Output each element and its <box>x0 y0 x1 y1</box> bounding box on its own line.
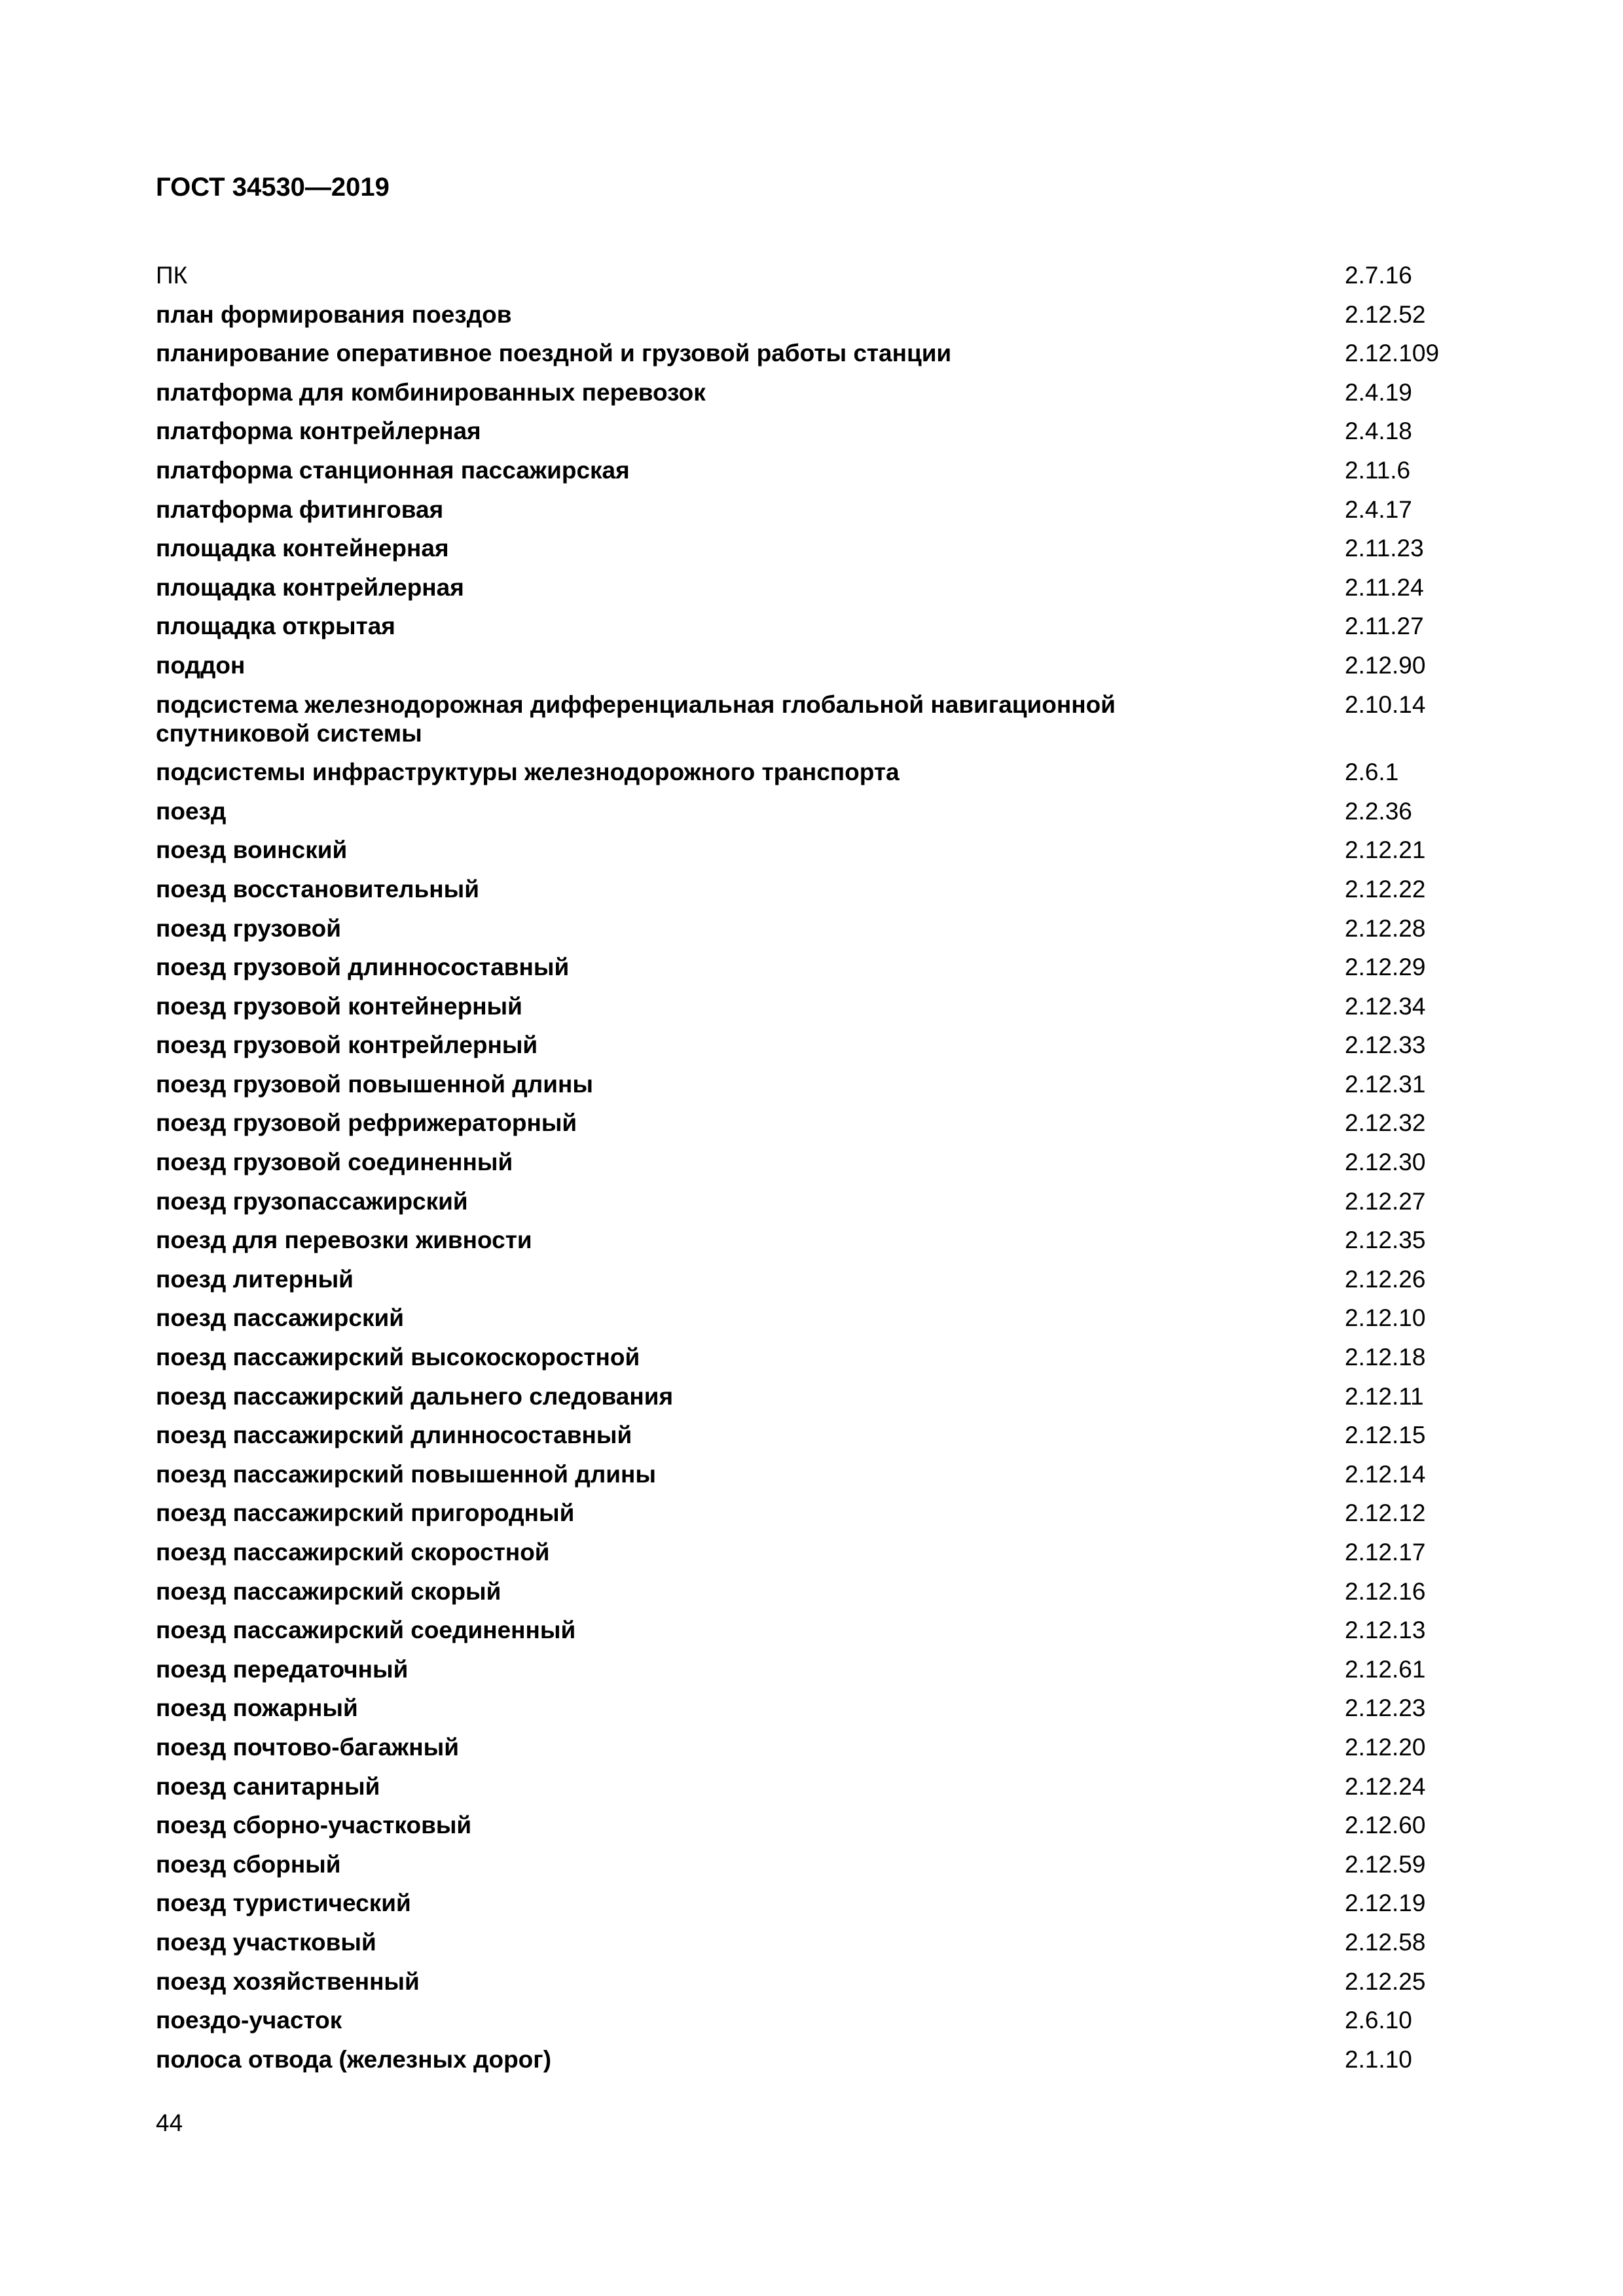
index-term: поезд пассажирский высокоскоростной <box>156 1344 640 1371</box>
index-entry <box>156 1967 1465 2007</box>
index-entry <box>156 1499 1465 1538</box>
index-reference: 2.12.109 <box>1345 340 1440 367</box>
index-reference: 2.12.58 <box>1345 1928 1426 1956</box>
index-reference: 2.12.61 <box>1345 1655 1426 1683</box>
index-reference: 2.12.23 <box>1345 1695 1426 1722</box>
index-entry <box>156 573 1465 613</box>
document-header: ГОСТ 34530—2019 <box>156 173 390 202</box>
index-entry <box>156 1187 1465 1227</box>
index-term: поезд сборный <box>156 1850 341 1878</box>
index-entry <box>156 914 1465 954</box>
index-term: поезд грузовой длинносоставный <box>156 954 570 981</box>
index-reference: 2.12.11 <box>1345 1382 1424 1410</box>
index-term: поддон <box>156 651 246 679</box>
index-entry <box>156 378 1465 418</box>
index-term: поезд пассажирский соединенный <box>156 1617 576 1644</box>
index-entry <box>156 1850 1465 1890</box>
index-reference: 2.7.16 <box>1345 262 1412 289</box>
index-reference: 2.12.60 <box>1345 1812 1426 1839</box>
index-term: поезд грузопассажирский <box>156 1187 468 1215</box>
index-term: поезд санитарный <box>156 1772 380 1800</box>
index-reference: 2.12.59 <box>1345 1850 1426 1878</box>
index-term: площадка контейнерная <box>156 535 449 562</box>
index-entry <box>156 1421 1465 1460</box>
index-entry <box>156 495 1465 535</box>
index-term: полоса отвода (железных дорог) <box>156 2045 552 2073</box>
index-reference: 2.12.16 <box>1345 1577 1426 1605</box>
index-term: поезд почтово-багажный <box>156 1733 459 1761</box>
index-entry <box>156 1460 1465 1499</box>
index-entry <box>156 1889 1465 1928</box>
index-term: платформа для комбинированных перевозок <box>156 378 706 406</box>
index-reference: 2.12.15 <box>1345 1422 1426 1449</box>
index-entry <box>156 1655 1465 1695</box>
index-term: подсистема железнодорожная дифференциальная глобальной навигационной спутниковой системы <box>156 691 1116 747</box>
index-reference: 2.12.21 <box>1345 836 1426 864</box>
index-term: поезд литерный <box>156 1265 354 1293</box>
index-reference: 2.12.13 <box>1345 1617 1426 1644</box>
index-term: платформа фитинговая <box>156 495 444 523</box>
index-reference: 2.12.22 <box>1345 875 1426 903</box>
index-entry <box>156 1304 1465 1343</box>
index-term: поездо-участок <box>156 2007 342 2034</box>
index-entry <box>156 2045 1465 2085</box>
index-entry <box>156 339 1465 378</box>
index-term: поезд пожарный <box>156 1695 358 1722</box>
index-reference: 2.6.10 <box>1345 2007 1412 2034</box>
index-entry <box>156 836 1465 875</box>
page-number: 44 <box>156 2109 183 2136</box>
index-entry <box>156 1070 1465 1109</box>
index-term: поезд туристический <box>156 1890 411 1917</box>
index-reference: 2.12.25 <box>1345 1967 1426 1995</box>
index-entry <box>156 758 1465 797</box>
index-reference: 2.11.27 <box>1345 613 1424 640</box>
index-term: планирование оперативное поездной и грузовой работы станции <box>156 340 952 367</box>
index-reference: 2.11.6 <box>1345 456 1411 484</box>
index-entry <box>156 992 1465 1031</box>
index-entry <box>156 1733 1465 1772</box>
index-entry <box>156 1148 1465 1187</box>
index-entry <box>156 1265 1465 1304</box>
index-reference: 2.12.28 <box>1345 914 1426 942</box>
index-term: поезд для перевозки живности <box>156 1227 532 1254</box>
index-reference: 2.12.14 <box>1345 1460 1426 1488</box>
index-entry <box>156 1928 1465 1967</box>
index-reference: 2.12.34 <box>1345 992 1426 1020</box>
index-reference: 2.12.29 <box>1345 954 1426 981</box>
index-entry <box>156 797 1465 836</box>
index-reference: 2.12.20 <box>1345 1733 1426 1761</box>
index-reference: 2.12.35 <box>1345 1227 1426 1254</box>
index-term: поезд грузовой соединенный <box>156 1149 513 1176</box>
index-reference: 2.12.90 <box>1345 651 1426 679</box>
index-reference: 2.2.36 <box>1345 797 1412 825</box>
index-term: площадка открытая <box>156 613 395 640</box>
index-entry <box>156 1226 1465 1265</box>
index-reference: 2.12.27 <box>1345 1187 1426 1215</box>
index-term: план формирования поездов <box>156 300 512 328</box>
index-term: поезд <box>156 797 227 825</box>
index-entry <box>156 691 1465 759</box>
index-term: поезд грузовой контейнерный <box>156 992 522 1020</box>
index-term: поезд пассажирский скорый <box>156 1577 501 1605</box>
index-term: поезд хозяйственный <box>156 1967 420 1995</box>
term-index-list <box>156 261 1465 2084</box>
index-term: поезд воинский <box>156 836 348 864</box>
index-term: поезд грузовой рефрижераторный <box>156 1109 577 1137</box>
index-reference: 2.12.33 <box>1345 1031 1426 1059</box>
index-term: платформа контрейлерная <box>156 418 481 445</box>
index-reference: 2.12.19 <box>1345 1890 1426 1917</box>
index-term: поезд грузовой контрейлерный <box>156 1031 538 1059</box>
index-reference: 2.12.52 <box>1345 300 1426 328</box>
index-term: поезд пассажирский дальнего следования <box>156 1382 674 1410</box>
index-reference: 2.4.17 <box>1345 495 1412 523</box>
index-reference: 2.12.12 <box>1345 1499 1426 1527</box>
index-entry <box>156 1616 1465 1655</box>
index-entry <box>156 1031 1465 1070</box>
index-term: платформа станционная пассажирская <box>156 456 630 484</box>
index-entry <box>156 417 1465 456</box>
index-term: поезд грузовой повышенной длины <box>156 1070 593 1098</box>
index-entry <box>156 1772 1465 1812</box>
index-reference: 2.11.23 <box>1345 535 1424 562</box>
index-reference: 2.4.18 <box>1345 418 1412 445</box>
index-reference: 2.12.18 <box>1345 1344 1426 1371</box>
index-reference: 2.12.31 <box>1345 1070 1426 1098</box>
index-reference: 2.4.19 <box>1345 378 1412 406</box>
index-entry <box>156 1538 1465 1577</box>
index-term: поезд передаточный <box>156 1655 409 1683</box>
index-reference: 2.12.24 <box>1345 1772 1426 1800</box>
index-term: поезд пассажирский повышенной длины <box>156 1460 656 1488</box>
index-reference: 2.12.17 <box>1345 1539 1426 1566</box>
index-reference: 2.11.24 <box>1345 573 1424 601</box>
index-term: поезд грузовой <box>156 914 341 942</box>
index-term: поезд пассажирский пригородный <box>156 1499 575 1527</box>
index-reference: 2.12.26 <box>1345 1265 1426 1293</box>
index-entry <box>156 300 1465 340</box>
index-term: поезд пассажирский скоростной <box>156 1539 550 1566</box>
index-term: ПК <box>156 262 188 289</box>
index-term: поезд пассажирский длинносоставный <box>156 1422 632 1449</box>
index-term: поезд участковый <box>156 1928 376 1956</box>
index-entry <box>156 651 1465 691</box>
index-reference: 2.1.10 <box>1345 2045 1412 2073</box>
index-term: площадка контрейлерная <box>156 573 464 601</box>
index-entry <box>156 1811 1465 1850</box>
index-term: поезд сборно-участковый <box>156 1812 472 1839</box>
index-entry <box>156 261 1465 300</box>
index-term: подсистемы инфраструктуры железнодорожного транспорта <box>156 759 900 786</box>
index-entry <box>156 534 1465 573</box>
index-entry <box>156 1694 1465 1733</box>
index-entry <box>156 456 1465 495</box>
index-entry <box>156 2006 1465 2045</box>
index-entry <box>156 1577 1465 1617</box>
index-reference: 2.10.14 <box>1345 691 1426 718</box>
index-entry <box>156 1343 1465 1382</box>
index-entry <box>156 953 1465 992</box>
index-entry <box>156 1109 1465 1148</box>
index-entry <box>156 875 1465 914</box>
index-entry <box>156 1382 1465 1422</box>
index-reference: 2.12.32 <box>1345 1109 1426 1137</box>
index-reference: 2.12.30 <box>1345 1149 1426 1176</box>
index-term: поезд восстановительный <box>156 875 479 903</box>
index-reference: 2.12.10 <box>1345 1304 1426 1332</box>
index-entry <box>156 612 1465 651</box>
index-reference: 2.6.1 <box>1345 759 1399 786</box>
index-term: поезд пассажирский <box>156 1304 404 1332</box>
